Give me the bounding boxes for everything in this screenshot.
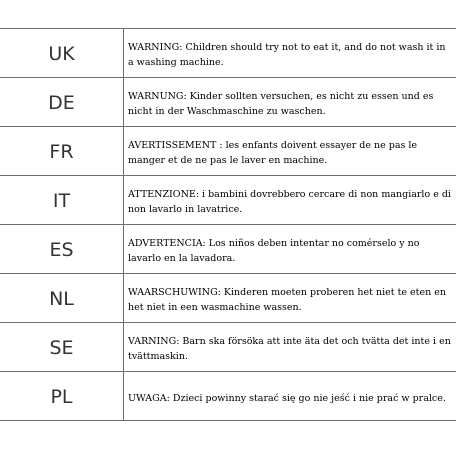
warning-text-content: VARNING: Barn ska försöka att inte äta det och tvätta det inte i en tvättmaskin.	[128, 336, 451, 362]
table-row	[0, 274, 456, 323]
warning-text	[124, 176, 456, 224]
warning-text-content: WAARSCHUWING: Kinderen moeten proberen het niet te eten en het niet in een wasmachine wassen.	[128, 287, 446, 313]
country-code: IT	[0, 176, 124, 224]
country-code: ES	[0, 225, 124, 273]
country-code: NL	[0, 274, 124, 322]
warning-text-content: WARNING: Children should try not to eat it, and do not wash it in a washing machine.	[128, 42, 446, 68]
warning-text-content: AVERTISSEMENT : les enfants doivent essayer de ne pas le manger et de ne pas le laver en machine.	[128, 140, 418, 166]
country-code: SE	[0, 323, 124, 371]
warning-text	[124, 78, 456, 126]
table-row	[0, 323, 456, 372]
warning-text-content: ATTENZIONE: i bambini dovrebbero cercare di non mangiarlo e di non lavarlo in lavatrice.	[128, 189, 451, 215]
table-row	[0, 78, 456, 127]
table-row	[0, 372, 456, 421]
warning-text-content: WARNUNG: Kinder sollten versuchen, es nicht zu essen und es nicht in der Waschmaschine zu waschen.	[128, 91, 434, 117]
warning-text	[124, 274, 456, 322]
table-row	[0, 127, 456, 176]
warning-text-content: ADVERTENCIA: Los niños deben intentar no comérselo y no lavarlo en la lavadora.	[128, 238, 420, 264]
country-code: PL	[0, 372, 124, 420]
warning-text-content: UWAGA: Dzieci powinny starać się go nie jeść i nie prać w pralce.	[128, 392, 446, 404]
warning-text	[124, 323, 456, 371]
warning-text	[124, 225, 456, 273]
country-code: DE	[0, 78, 124, 126]
table-row	[0, 176, 456, 225]
warning-table	[0, 28, 456, 421]
warning-text	[124, 29, 456, 77]
table-row	[0, 225, 456, 274]
country-code: UK	[0, 29, 124, 77]
table-row	[0, 29, 456, 78]
warning-text	[124, 372, 456, 420]
country-code: FR	[0, 127, 124, 175]
warning-text	[124, 127, 456, 175]
